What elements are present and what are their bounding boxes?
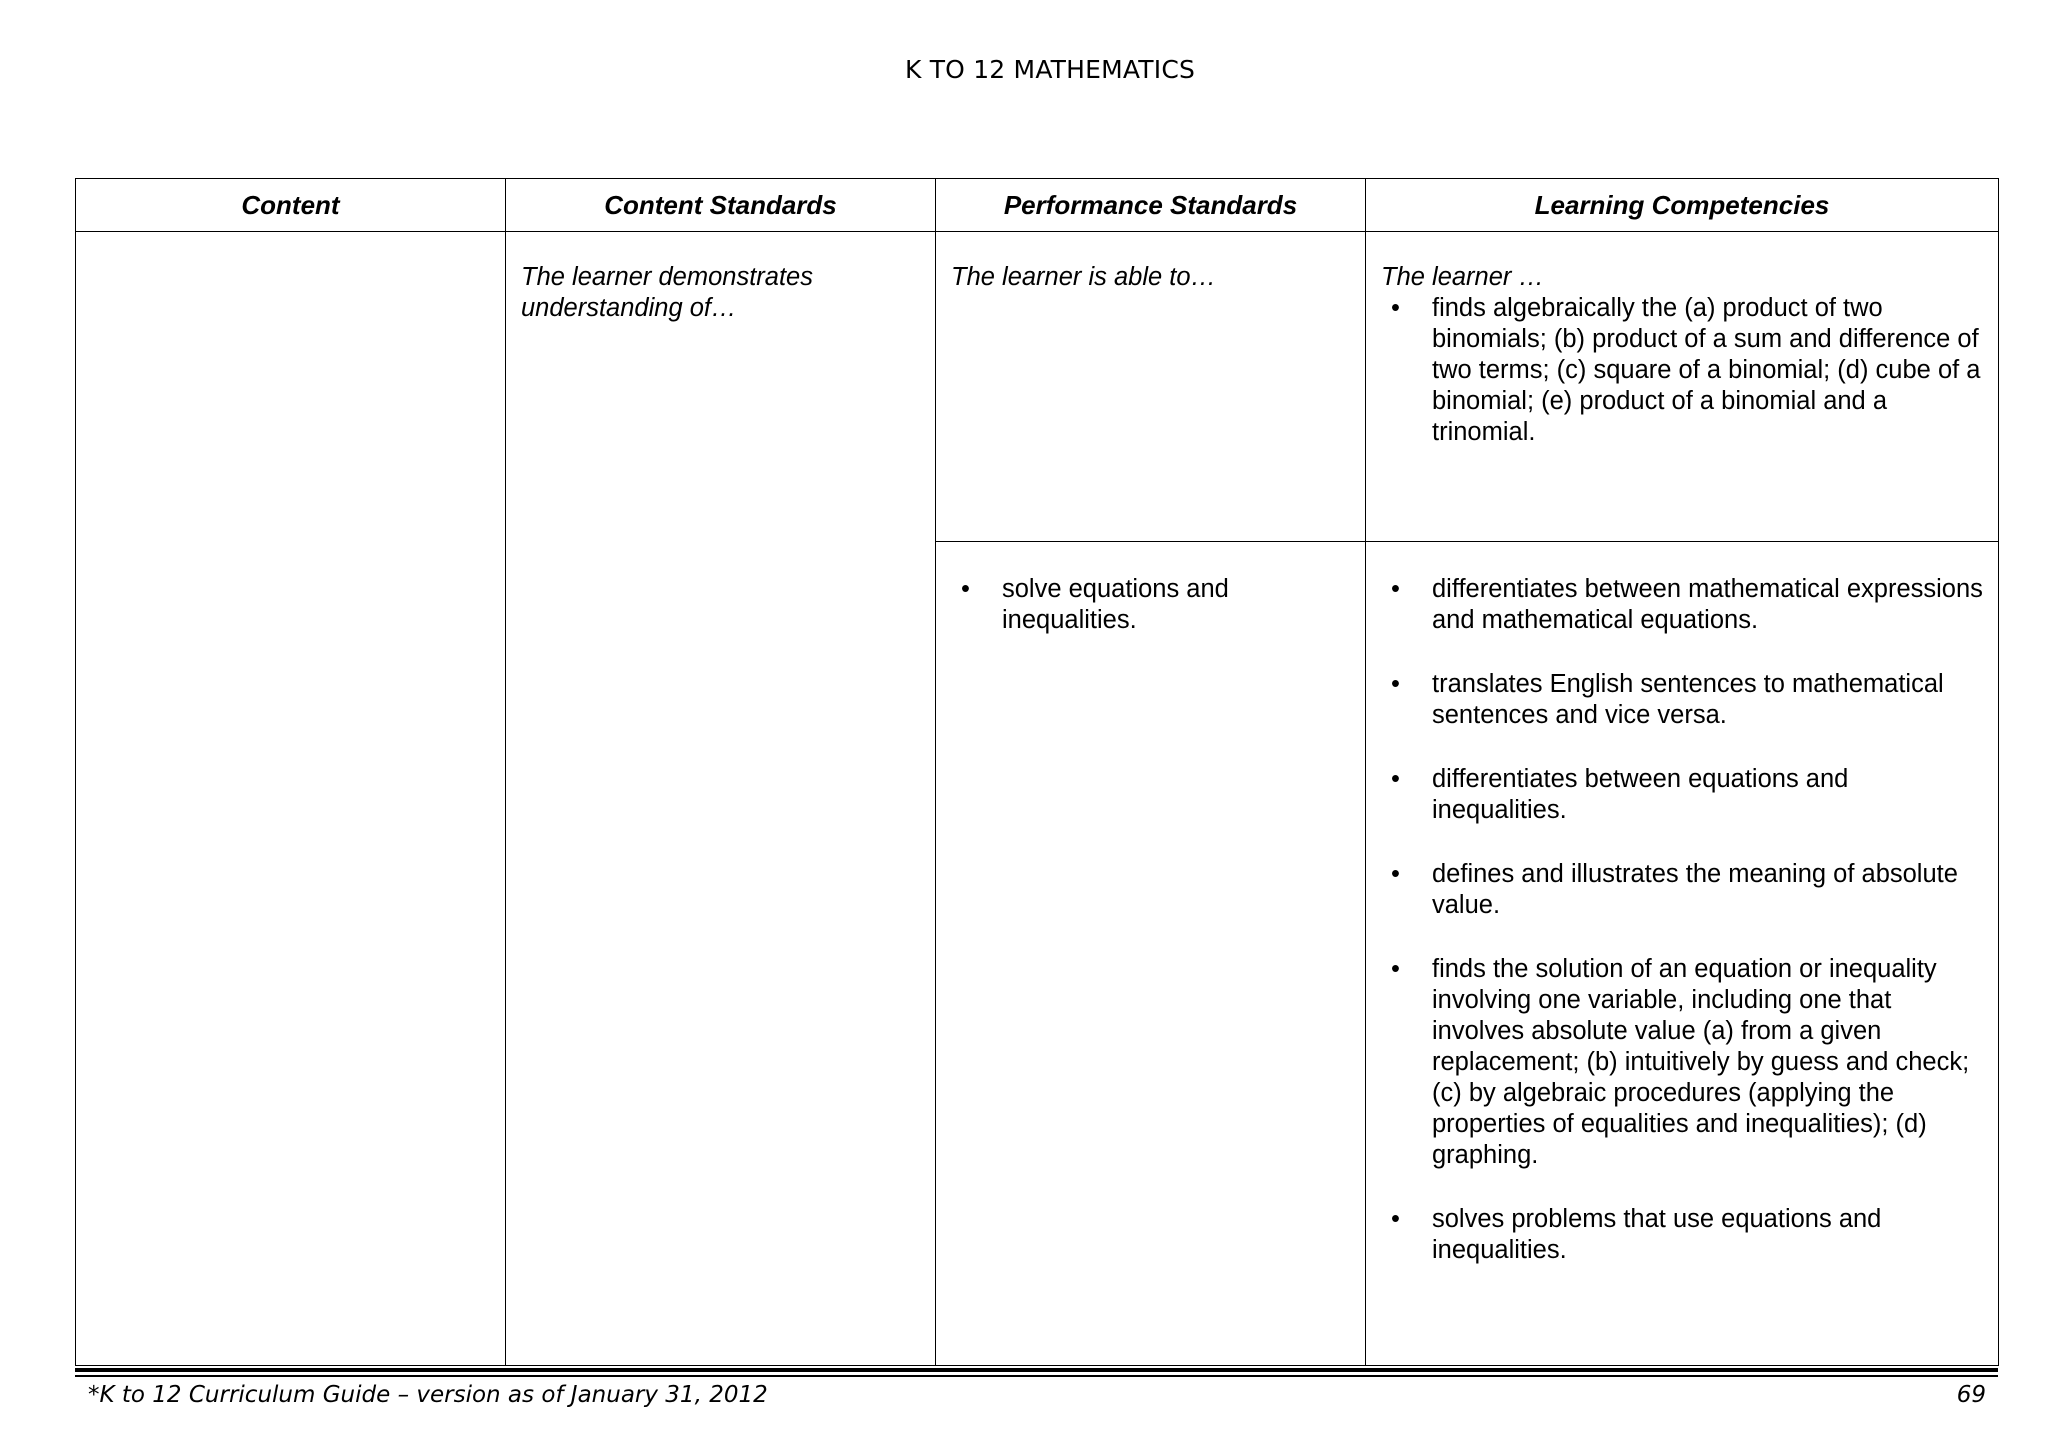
learning-competencies-intro: The learner … — [1381, 263, 1544, 291]
list-item — [1381, 1204, 1983, 1266]
list-item — [1381, 859, 1983, 921]
competency-text: finds the solution of an equation or inequality involving one variable, including one that involves absolute value (a) from a given replacement; (b) intuitively by guess and check; (c) by algebraic procedures (applying the properties of equalities and inequalities); (d) graphing. — [1432, 955, 1970, 1169]
footer-divider — [75, 1368, 1998, 1377]
bullet-icon: • — [1391, 575, 1400, 603]
competency-text: differentiates between equations and inequalities. — [1432, 765, 1849, 824]
content-standards-intro: The learner demonstrates understanding of… — [521, 263, 813, 322]
curriculum-table — [75, 178, 1999, 1366]
column-header-learning-competencies: Learning Competencies — [1366, 179, 1999, 232]
performance-standards-list — [951, 574, 1350, 636]
list-item — [1381, 954, 1983, 1171]
footer-guide-version: *K to 12 Curriculum Guide – version as of January 31, 2012 — [88, 1382, 768, 1408]
bullet-icon: • — [1391, 294, 1400, 322]
performance-standards-cell — [936, 232, 1366, 542]
list-item — [951, 574, 1350, 636]
competency-list — [1381, 293, 1983, 448]
page-number: 69 — [1956, 1382, 1986, 1408]
table-row — [76, 232, 1999, 542]
learning-competencies-cell — [1366, 232, 1999, 542]
bullet-icon: • — [1391, 1205, 1400, 1233]
content-standards-cell — [506, 232, 936, 1366]
performance-standard-text: solve equations and inequalities. — [1002, 575, 1229, 634]
list-item — [1381, 574, 1983, 636]
bullet-icon: • — [1391, 765, 1400, 793]
page-header-title: K TO 12 MATHEMATICS — [904, 55, 1196, 84]
competency-list — [1381, 574, 1983, 1266]
performance-standards-intro: The learner is able to… — [951, 263, 1217, 291]
list-item — [1381, 293, 1983, 448]
table-header-row — [76, 179, 1999, 232]
list-item — [1381, 669, 1983, 731]
bullet-icon: • — [961, 575, 970, 603]
competency-text: differentiates between mathematical expressions and mathematical equations. — [1432, 575, 1983, 634]
column-header-content-standards: Content Standards — [506, 179, 936, 232]
content-cell-text — [76, 232, 505, 262]
bullet-icon: • — [1391, 860, 1400, 888]
competency-text: solves problems that use equations and inequalities. — [1432, 1205, 1882, 1264]
learning-competencies-cell — [1366, 542, 1999, 1366]
bullet-icon: • — [1391, 955, 1400, 983]
column-header-performance-standards: Performance Standards — [936, 179, 1366, 232]
competency-text: finds algebraically the (a) product of two binomials; (b) product of a sum and difference of two terms; (c) square of a binomial; (d) cube of a binomial; (e) product of a binomial and a trinomial. — [1432, 294, 1981, 446]
column-header-content: Content — [76, 179, 506, 232]
content-cell — [76, 232, 506, 1366]
competency-text: translates English sentences to mathematical sentences and vice versa. — [1432, 670, 1944, 729]
competency-text: defines and illustrates the meaning of absolute value. — [1432, 860, 1958, 919]
performance-standards-cell — [936, 542, 1366, 1366]
list-item — [1381, 764, 1983, 826]
bullet-icon: • — [1391, 670, 1400, 698]
